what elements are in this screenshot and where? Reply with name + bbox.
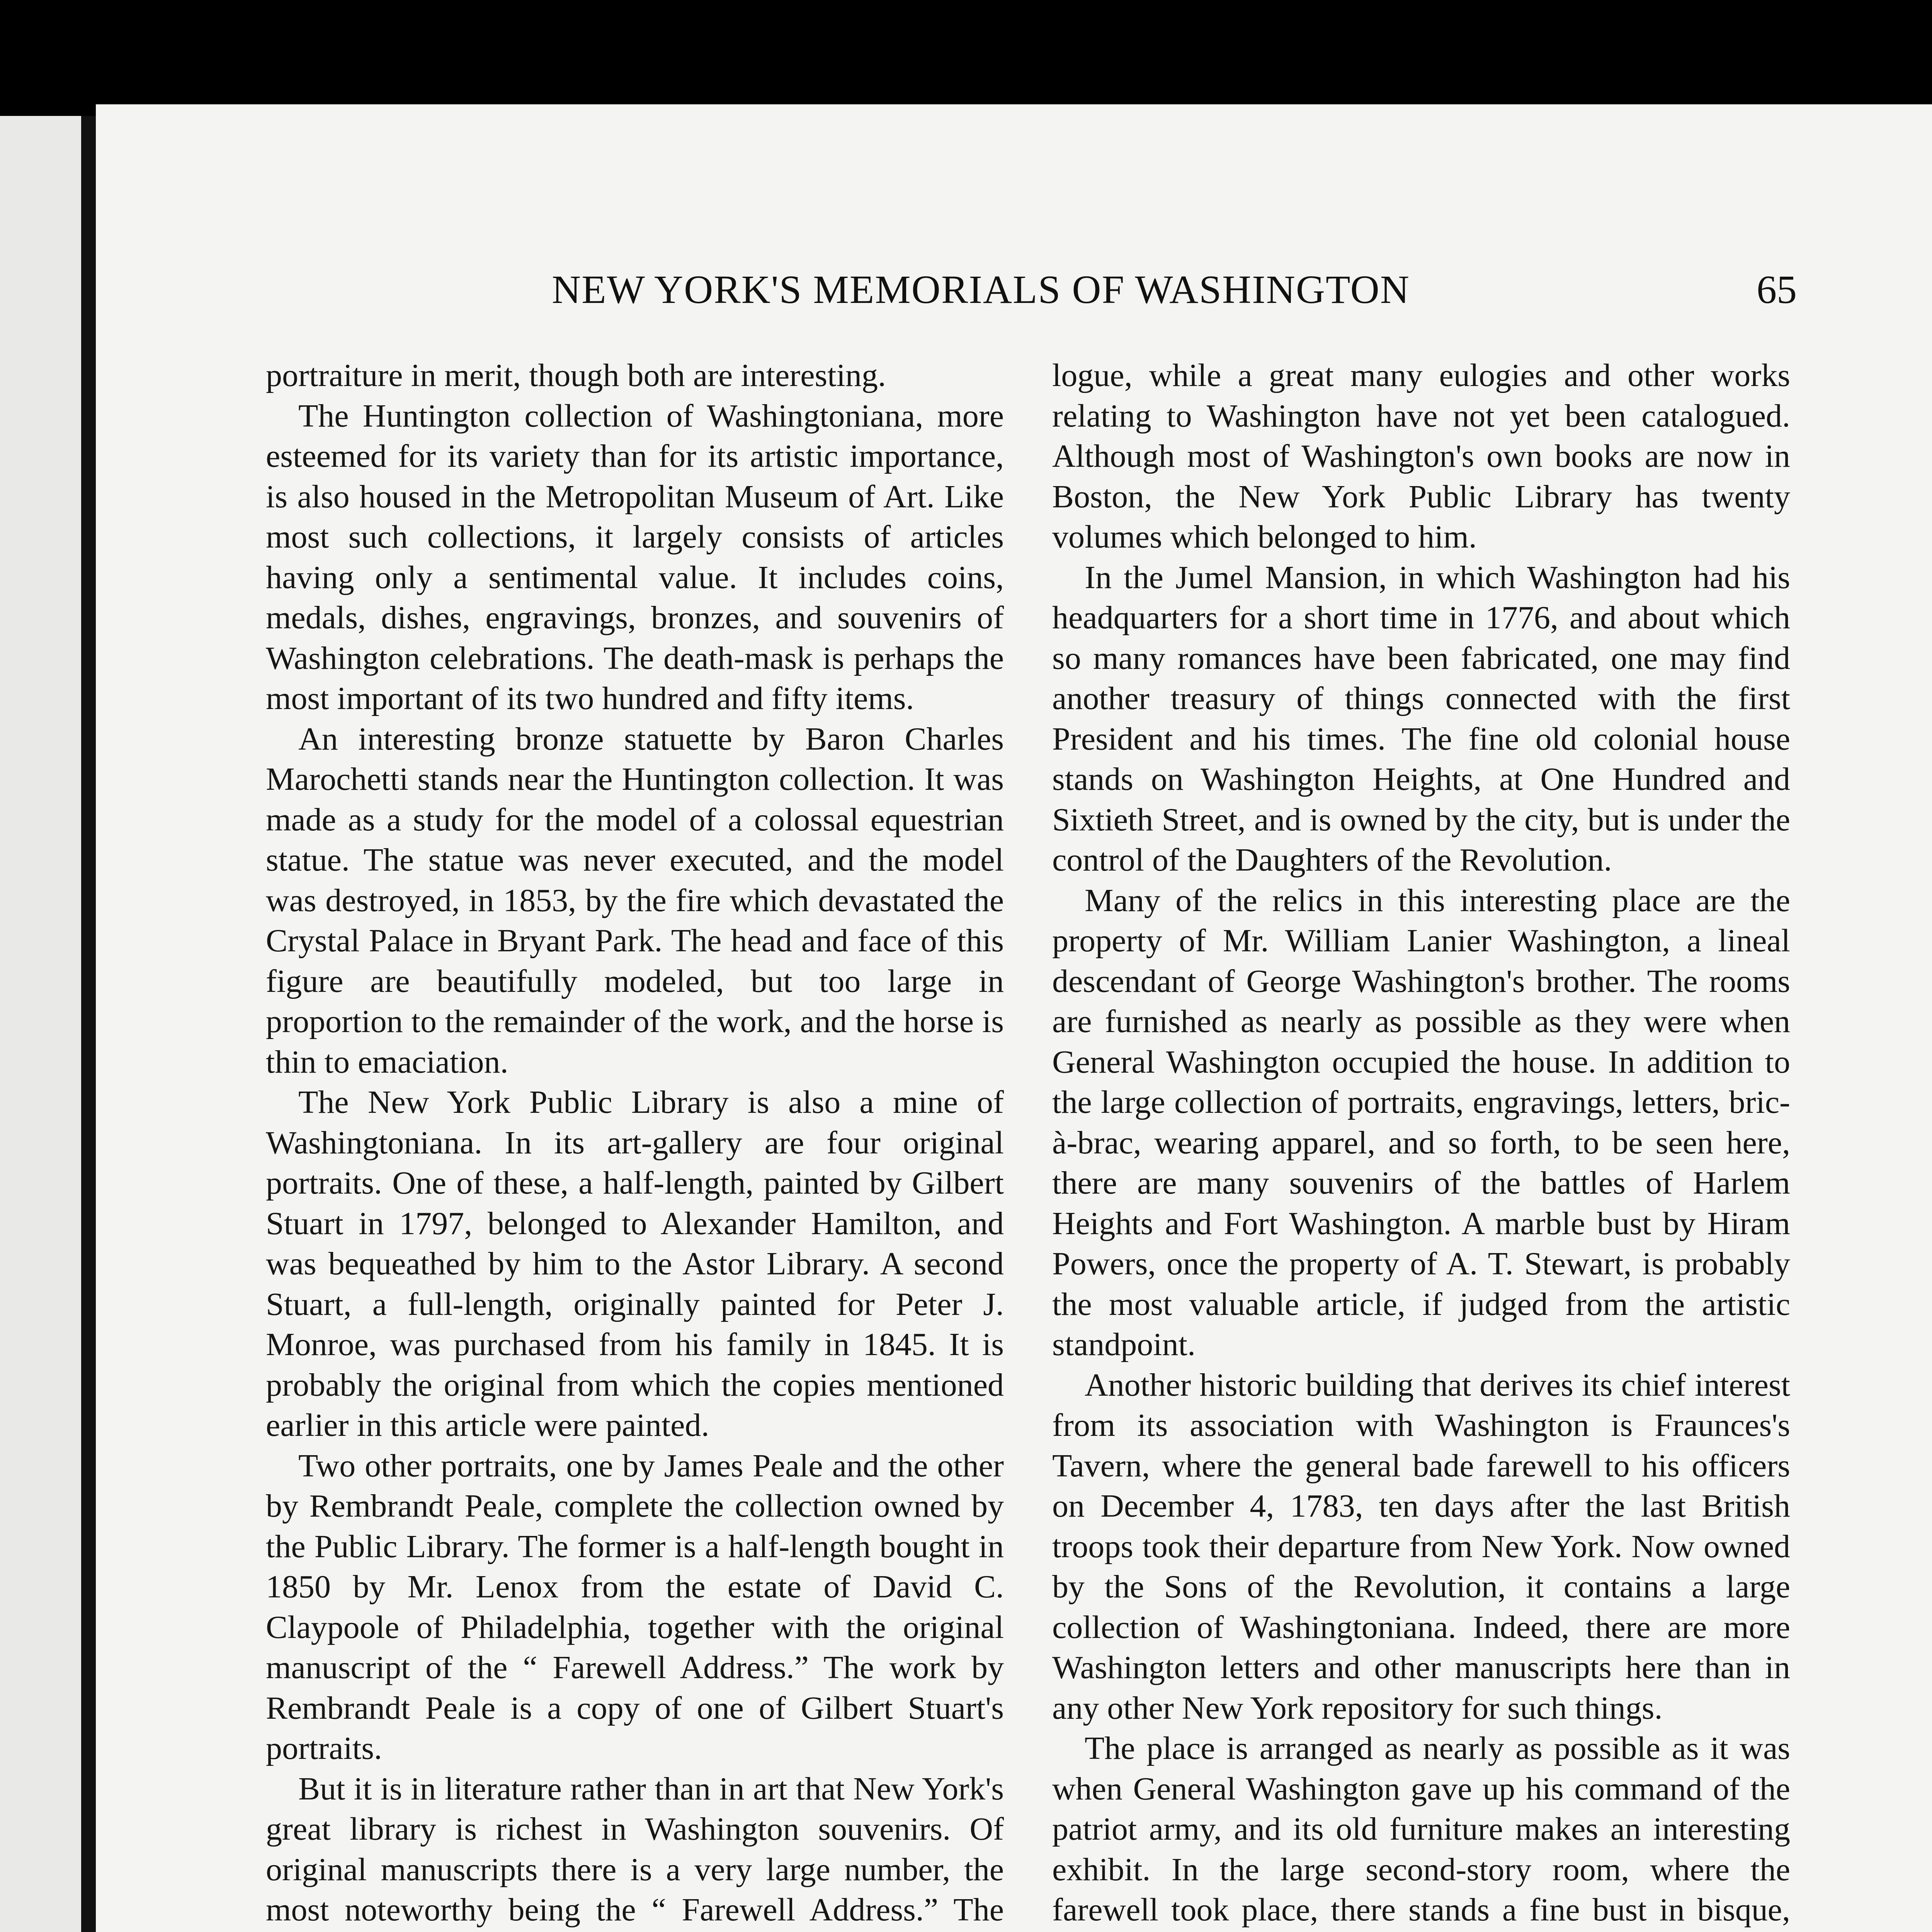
paragraph: In the Jumel Mansion, in which Washington had his headquarters for a short time in 1776, and about which so many romances have been fabricated, one may find another treasury of things connected with the first President and his times. The fine old colonial house stands on Washington Heights, at One Hundred and Sixtieth Street, and is owned by the city, but is under the control of the Daughters of the Revolution. [1052,559,1790,878]
paragraph: portraiture in merit, though both are interesting. [266,357,886,393]
paragraph: The place is arranged as nearly as possible as it was when General Washington gave up his command of the patriot army, and its old furniture makes an interesting exhibit. In the large second-story room, where the farewell took place, there stands a fine bust in bisque, [1052,1730,1790,1928]
page-header [96,267,1932,344]
paragraph: But it is in literature rather than in art that New York's great library is richest in Washington souvenirs. Of original manuscripts there is a very large number, the most noteworthy being the “ Farewell Address.” The [266,1770,1004,1928]
paragraph: Two other portraits, one by James Peale and the other by Rembrandt Peale, complete the collection owned by the Public Library. The former is a half-length bought in 1850 by Mr. Lenox from the estate of David C. Claypoole of Philadelphia, together with the original manuscript of the “ Farewell Address.” The work by Rembrandt Peale is a copy of one of Gilbert Stuart's portraits. [266,1447,1004,1766]
right-column [1052,355,1790,1932]
left-column [266,355,1004,1932]
book-page [96,104,1932,1932]
previous-page-edge [0,116,81,1932]
paragraph: The Huntington collection of Washingtoniana, more esteemed for its variety than for its artistic importance, is also housed in the Metropolitan Museum of Art. Like most such collections, it largely consists of articles having only a sentimental value. It includes coins, medals, dishes, engravings, bronzes, and souvenirs of Washington celebrations. The death-mask is perhaps the most important of its two hundred and fifty items. [266,398,1004,716]
running-head: NEW YORK'S MEMORIALS OF WASHINGTON [552,267,1410,312]
paragraph: logue, while a great many eulogies and other works relating to Washington have not yet been catalogued. Although most of Washington's own books are now in Boston, the New York Public Library has twenty volumes which belonged to him. [1052,357,1790,555]
paragraph: Many of the relics in this interesting place are the property of Mr. William Lanier Washington, a lineal descendant of George Washington's brother. The rooms are furnished as nearly as possible as they were when General Washington occupied the house. In addition to the large collection of portraits, engravings, letters, bric-à-brac, wearing apparel, and so forth, to be seen here, there are many souvenirs of the battles of Harlem Heights and Fort Washington. A marble bust by Hiram Powers, once the property of A. T. Stewart, is probably the most valuable article, if judged from the artistic standpoint. [1052,882,1790,1362]
paragraph: The New York Public Library is also a mine of Washingtoniana. In its art-gallery are four original portraits. One of these, a half-length, painted by Gilbert Stuart in 1797, belonged to Alexander Hamilton, and was bequeathed by him to the Astor Library. A second Stuart, a full-length, originally painted for Peter J. Monroe, was purchased from his family in 1845. It is probably the original from which the copies mentioned earlier in this article were painted. [266,1084,1004,1443]
book-gutter [81,116,96,1932]
paragraph: An interesting bronze statuette by Baron Charles Marochetti stands near the Huntington collection. It was made as a study for the model of a colossal equestrian statue. The statue was never executed, and the model was destroyed, in 1853, by the fire which devastated the Crystal Palace in Bryant Park. The head and face of this figure are beautifully modeled, but too large in proportion to the remainder of the work, and the horse is thin to emaciation. [266,721,1004,1080]
page-number: 65 [1757,267,1797,312]
paragraph: Another historic building that derives its chief interest from its association with Washington is Fraunces's Tavern, where the general bade farewell to his officers on December 4, 1783, ten days after the last British troops took their departure from New York. Now owned by the Sons of the Revolution, it contains a large collection of Washingtoniana. Indeed, there are more Washington letters and other manuscripts here than in any other New York repository for such things. [1052,1367,1790,1726]
